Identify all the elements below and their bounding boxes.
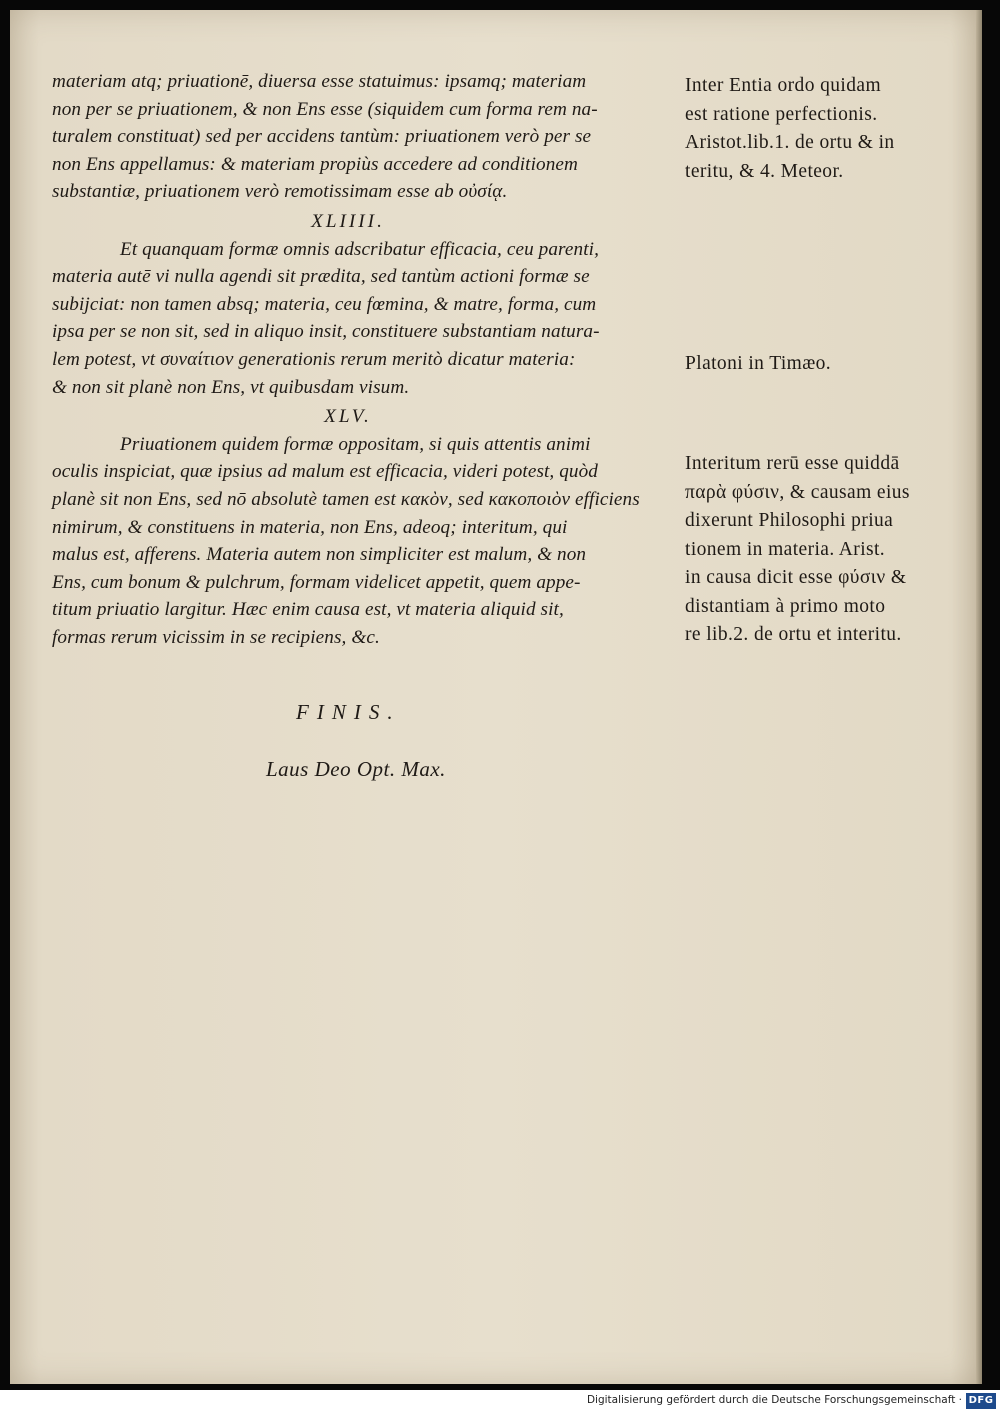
margin-line: Interitum rerū esse quiddā [685, 453, 900, 474]
text-line: lem potest, vt συναίτιον generationis rerum meritò dicatur materia: [52, 348, 576, 370]
funding-notice: Digitalisierung gefördert durch die Deutsche Forschungsgemeinschaft · [586, 1394, 962, 1406]
text-line: nimirum, & constituens in materia, non Ens, adeoq; interitum, qui [52, 516, 568, 538]
margin-line: re lib.2. de ortu et interitu. [685, 624, 902, 645]
margin-line: dixerunt Philosophi priua [685, 510, 894, 531]
text-line: materia autē vi nulla agendi sit prædita, sed tantùm actioni formæ se [52, 266, 590, 288]
margin-line: Inter Entia ordo quidam [685, 75, 882, 96]
text-line: & non sit planè non Ens, vt quibusdam visum. [52, 376, 410, 398]
text-line: turalem constituat) sed per accidens tantùm: priuationem verò per se [52, 126, 592, 148]
text-line: Priuationem quidem formæ oppositam, si quis attentis animi [120, 433, 591, 455]
margin-line: Platoni in Timæo. [685, 353, 832, 374]
text-line: formas rerum vicissim in se recipiens, &c. [52, 626, 380, 648]
text-line: materiam atq; priuationē, diuersa esse statuimus: ipsamq; materiam [52, 71, 587, 92]
margin-note-1 [685, 72, 960, 186]
finis-heading: FINIS. [296, 700, 401, 724]
margin-line: est ratione perfectionis. [685, 103, 878, 125]
margin-note-3 [685, 450, 960, 650]
closing-line: Laus Deo Opt. Max. [266, 757, 446, 781]
text-line: substantiæ, priuationem verò remotissimam esse ab οὐσίᾳ. [52, 181, 508, 203]
text-line: titum priuatio largitur. Hæc enim causa est, vt materia aliquid sit, [52, 599, 564, 621]
section-number-45: XLV. [324, 406, 372, 428]
main-text-column [52, 68, 684, 651]
dfg-logo-icon: DFG [966, 1393, 996, 1409]
text-line: subijciat: non tamen absq; materia, ceu fœmina, & matre, forma, cum [52, 293, 597, 315]
text-line: malus est, afferens. Materia autem non simpliciter est malum, & non [52, 544, 587, 566]
margin-line: in causa dicit esse φύσιν & [685, 567, 907, 588]
text-line: Ens, cum bonum & pulchrum, formam videlicet appetit, quem appe- [52, 571, 581, 593]
margin-line: παρὰ φύσιν, & causam eius [685, 481, 910, 503]
text-line: non Ens appellamus: & materiam propiùs accedere ad conditionem [52, 153, 578, 175]
text-line: oculis inspiciat, quæ ipsius ad malum est efficacia, videri potest, quòd [52, 461, 599, 483]
section-number-44: XLIIII. [311, 210, 385, 232]
margin-line: tionem in materia. Arist. [685, 538, 886, 560]
footer-bar [0, 1390, 1000, 1414]
paragraph-1 [52, 68, 684, 206]
margin-note-2 [685, 350, 960, 379]
text-line: planè sit non Ens, sed nō absolutè tamen est κακὸν, sed κακοποιὸν efficiens [52, 488, 640, 510]
paragraph-3 [52, 431, 684, 652]
paragraph-2 [52, 236, 684, 402]
text-line: Et quanquam formæ omnis adscribatur efficacia, ceu parenti, [120, 238, 599, 260]
margin-line: distantiam à primo moto [685, 595, 886, 617]
margin-line: teritu, & 4. Meteor. [685, 160, 844, 182]
text-line: ipsa per se non sit, sed in aliquo insit, constituere substantiam natura- [52, 321, 600, 343]
margin-line: Aristot.lib.1. de ortu & in [685, 132, 895, 153]
text-line: non per se priuationem, & non Ens esse (siquidem cum forma rem na- [52, 98, 598, 120]
